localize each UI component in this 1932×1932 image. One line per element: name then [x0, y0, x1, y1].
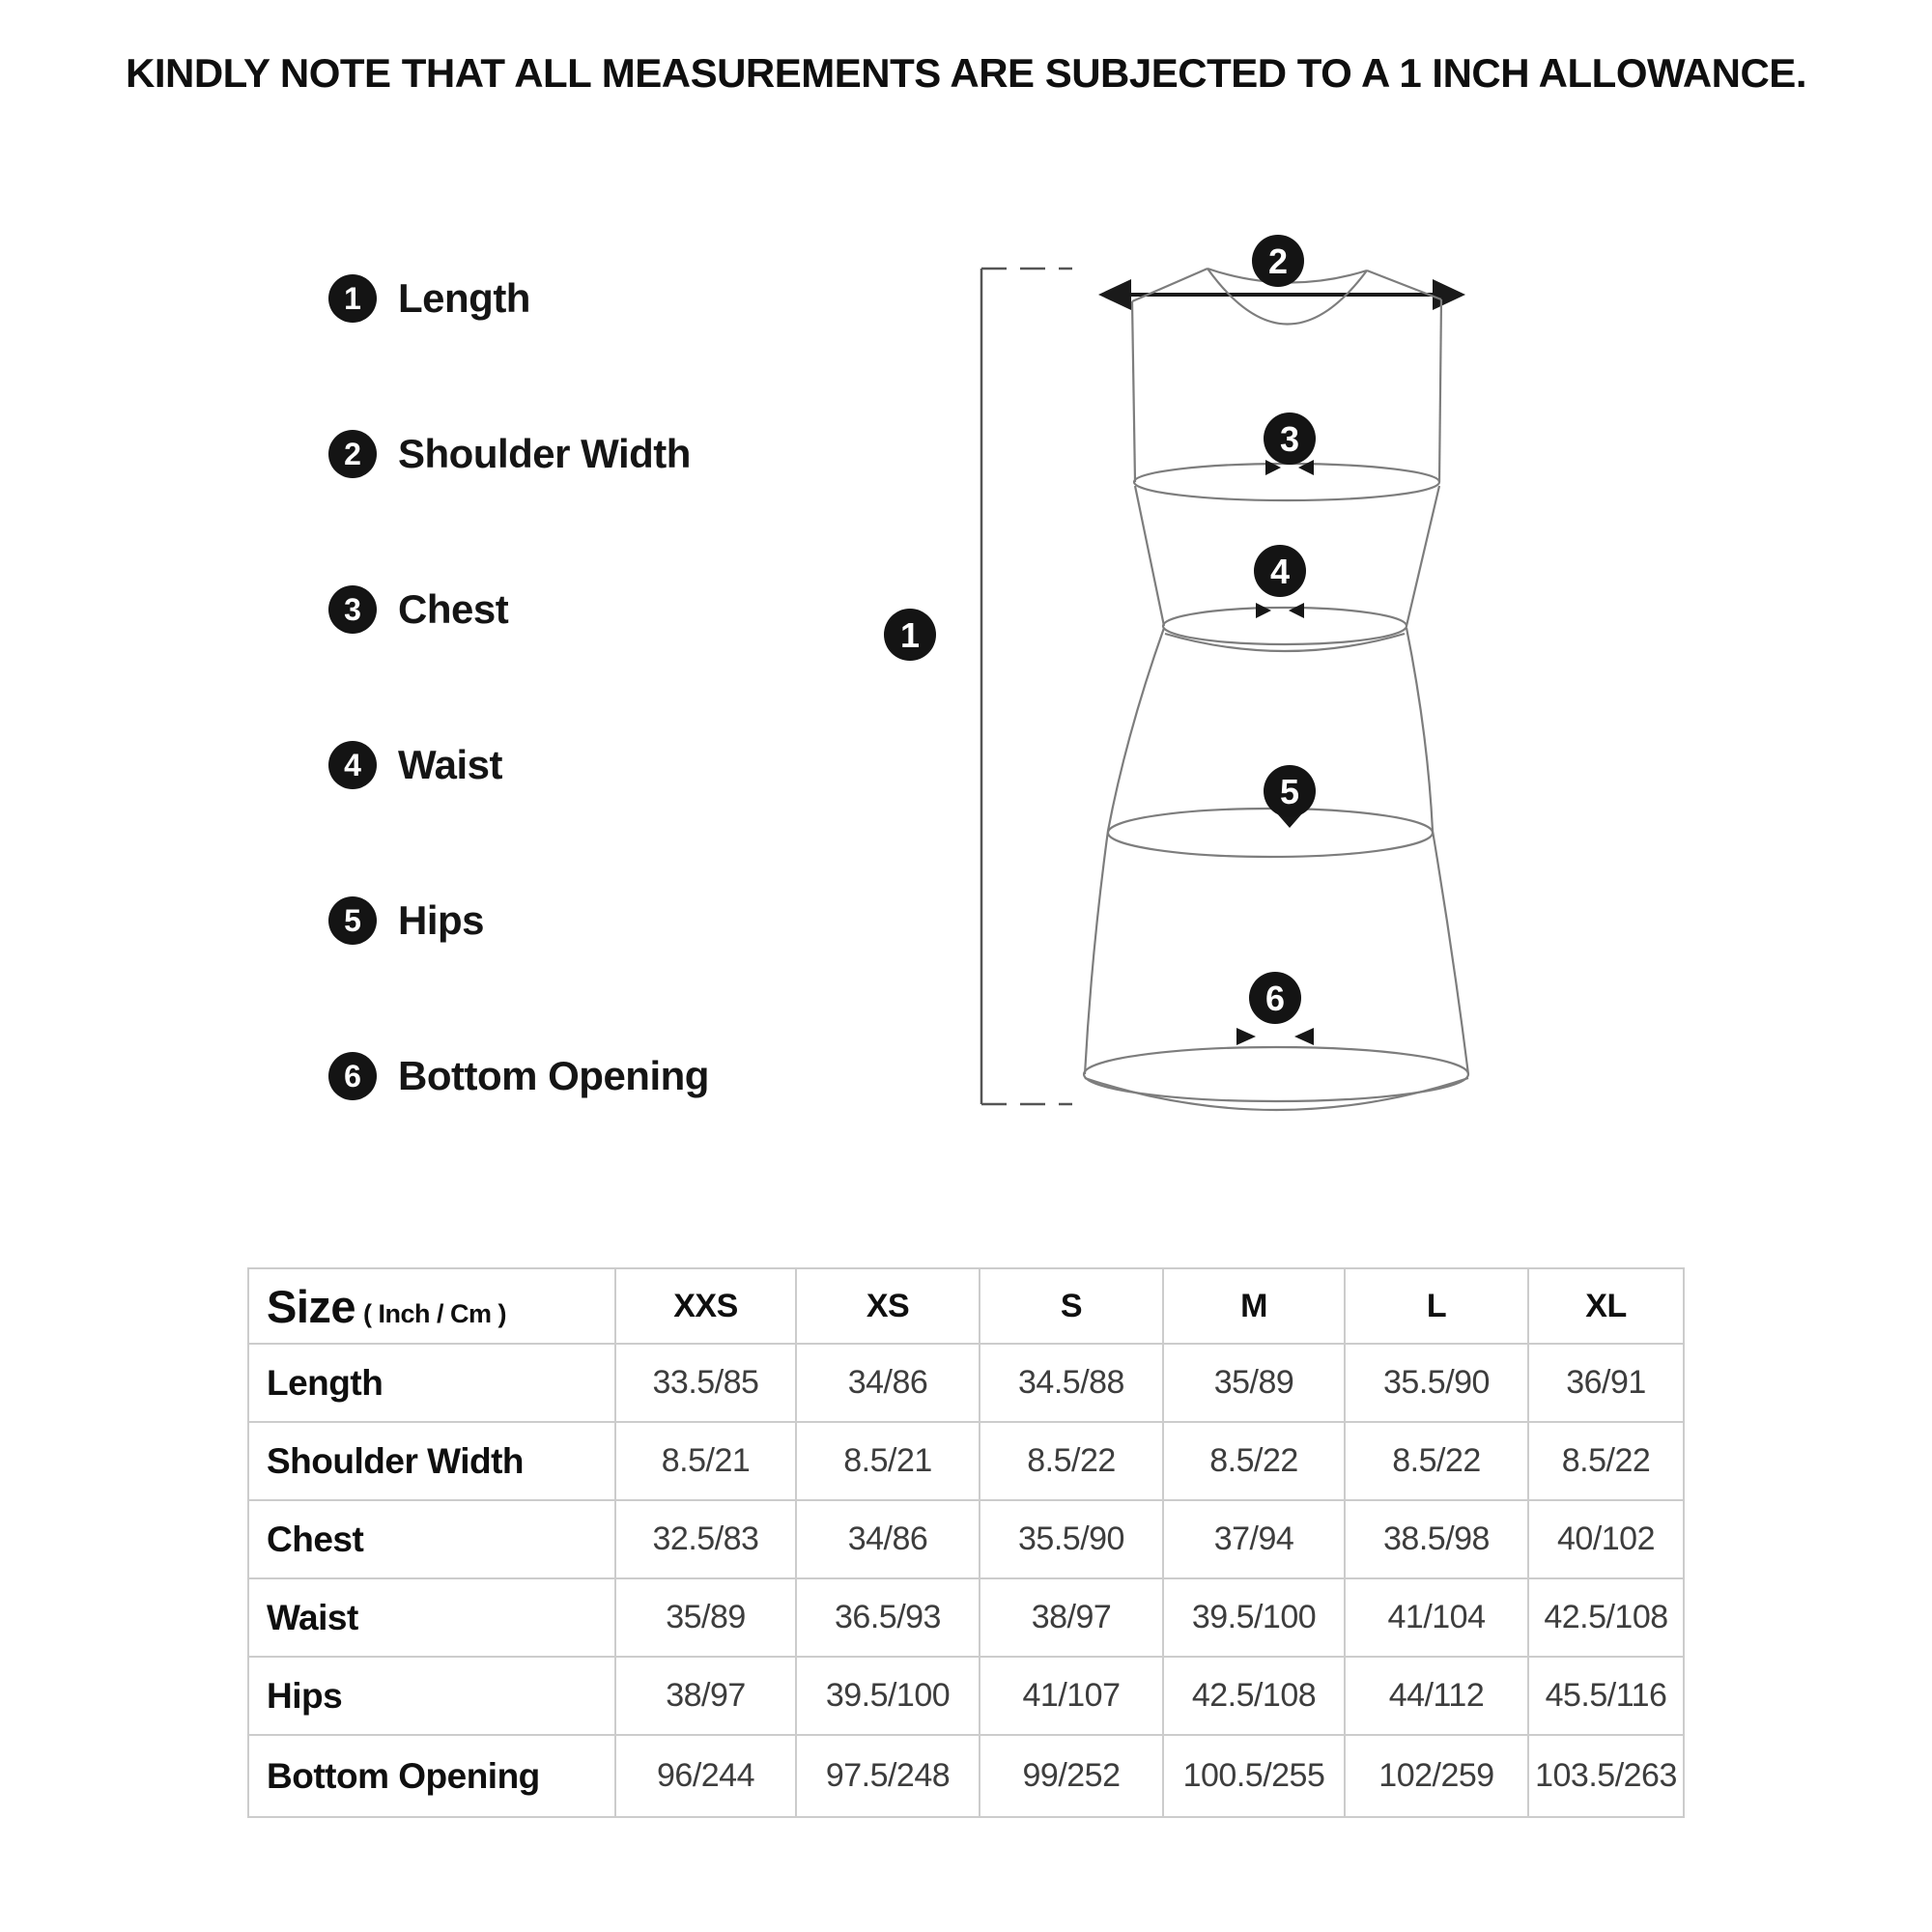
row-label: Shoulder Width	[248, 1422, 615, 1500]
hips-ellipse	[1108, 809, 1433, 857]
legend-item-length	[328, 273, 530, 324]
cell: 35/89	[615, 1578, 796, 1657]
cell: 39.5/100	[1163, 1578, 1345, 1657]
arrow-left-icon	[1098, 279, 1131, 310]
column-header-xs: XS	[796, 1268, 980, 1344]
legend-item-waist	[328, 740, 502, 790]
cell: 97.5/248	[796, 1735, 980, 1817]
badge-1-number: 1	[899, 615, 921, 655]
dress-measurement-diagram	[821, 232, 1546, 1159]
cell: 38.5/98	[1345, 1500, 1528, 1578]
size-table	[247, 1267, 1685, 1818]
waist-arrow-left-icon	[1289, 603, 1304, 618]
table-header-row	[248, 1268, 1684, 1344]
table-row-waist	[248, 1578, 1684, 1657]
table-row-bottom-opening	[248, 1735, 1684, 1817]
row-label: Chest	[248, 1500, 615, 1578]
waist-taper-right-line	[1406, 486, 1439, 626]
torso-left-line	[1132, 301, 1135, 482]
cell: 41/104	[1345, 1578, 1528, 1657]
row-label: Length	[248, 1344, 615, 1422]
arrow-right-icon	[1433, 279, 1465, 310]
badge-6-number: 6	[1264, 979, 1286, 1018]
cell: 35.5/90	[1345, 1344, 1528, 1422]
cell: 8.5/21	[796, 1422, 980, 1500]
cell: 36/91	[1528, 1344, 1684, 1422]
hem-curve	[1085, 1078, 1468, 1110]
legend-item-shoulder-width	[328, 429, 691, 479]
cell: 103.5/263	[1528, 1735, 1684, 1817]
legend-label: Chest	[398, 586, 509, 632]
column-header-xxs: XXS	[615, 1268, 796, 1344]
bottom-arrow-left-icon	[1294, 1028, 1314, 1045]
legend-label: Bottom Opening	[398, 1053, 709, 1098]
torso-right-line	[1439, 299, 1441, 482]
legend-number-badge: 5	[328, 896, 377, 945]
allowance-note: KINDLY NOTE THAT ALL MEASUREMENTS ARE SUBJECTED TO A 1 INCH ALLOWANCE.	[126, 50, 1806, 96]
cell: 40/102	[1528, 1500, 1684, 1578]
cell: 41/107	[980, 1657, 1163, 1735]
legend-number-badge: 6	[328, 1052, 377, 1100]
skirt-right-line	[1406, 628, 1468, 1074]
legend-label: Waist	[398, 742, 502, 787]
column-header-s: S	[980, 1268, 1163, 1344]
cell: 34/86	[796, 1500, 980, 1578]
unit-label: ( Inch / Cm )	[363, 1298, 507, 1328]
cell: 44/112	[1345, 1657, 1528, 1735]
cell: 8.5/21	[615, 1422, 796, 1500]
table-row-chest	[248, 1500, 1684, 1578]
cell: 34.5/88	[980, 1344, 1163, 1422]
cell: 36.5/93	[796, 1578, 980, 1657]
cell: 32.5/83	[615, 1500, 796, 1578]
cell: 8.5/22	[1528, 1422, 1684, 1500]
badge-3-number: 3	[1279, 419, 1300, 459]
table-row-length	[248, 1344, 1684, 1422]
cell: 8.5/22	[1345, 1422, 1528, 1500]
cell: 42.5/108	[1528, 1578, 1684, 1657]
cell: 38/97	[980, 1578, 1163, 1657]
legend-number-badge: 2	[328, 430, 377, 478]
column-header-xl: XL	[1528, 1268, 1684, 1344]
badge-4-number: 4	[1269, 552, 1291, 591]
legend-item-chest	[328, 584, 508, 635]
row-label: Bottom Opening	[248, 1735, 615, 1817]
table-row-shoulder-width	[248, 1422, 1684, 1500]
chest-ellipse	[1134, 464, 1439, 500]
table-row-hips	[248, 1657, 1684, 1735]
badge-5-number: 5	[1279, 772, 1300, 811]
cell: 38/97	[615, 1657, 796, 1735]
legend-number-badge: 3	[328, 585, 377, 634]
cell: 35/89	[1163, 1344, 1345, 1422]
legend-label: Length	[398, 275, 530, 321]
legend-number-badge: 4	[328, 741, 377, 789]
cell: 42.5/108	[1163, 1657, 1345, 1735]
cell: 8.5/22	[980, 1422, 1163, 1500]
cell: 102/259	[1345, 1735, 1528, 1817]
cell: 8.5/22	[1163, 1422, 1345, 1500]
waist-taper-left-line	[1135, 486, 1164, 626]
cell: 33.5/85	[615, 1344, 796, 1422]
column-header-m: M	[1163, 1268, 1345, 1344]
cell: 99/252	[980, 1735, 1163, 1817]
cell: 35.5/90	[980, 1500, 1163, 1578]
waist-seam-curve	[1165, 634, 1405, 651]
row-label: Waist	[248, 1578, 615, 1657]
cell: 37/94	[1163, 1500, 1345, 1578]
cell: 39.5/100	[796, 1657, 980, 1735]
bottom-arrow-right-icon	[1236, 1028, 1256, 1045]
legend-item-bottom-opening	[328, 1051, 709, 1101]
cell: 96/244	[615, 1735, 796, 1817]
waist-ellipse	[1163, 608, 1406, 644]
badge-2-number: 2	[1267, 242, 1289, 281]
size-header-cell	[248, 1268, 615, 1344]
cell: 45.5/116	[1528, 1657, 1684, 1735]
legend-label: Hips	[398, 897, 485, 943]
size-label: Size	[267, 1280, 356, 1332]
waist-arrow-right-icon	[1256, 603, 1271, 618]
legend-label: Shoulder Width	[398, 431, 691, 476]
cell: 100.5/255	[1163, 1735, 1345, 1817]
skirt-left-line	[1085, 628, 1164, 1074]
legend-number-badge: 1	[328, 274, 377, 323]
cell: 34/86	[796, 1344, 980, 1422]
legend-item-hips	[328, 895, 484, 946]
row-label: Hips	[248, 1657, 615, 1735]
column-header-l: L	[1345, 1268, 1528, 1344]
